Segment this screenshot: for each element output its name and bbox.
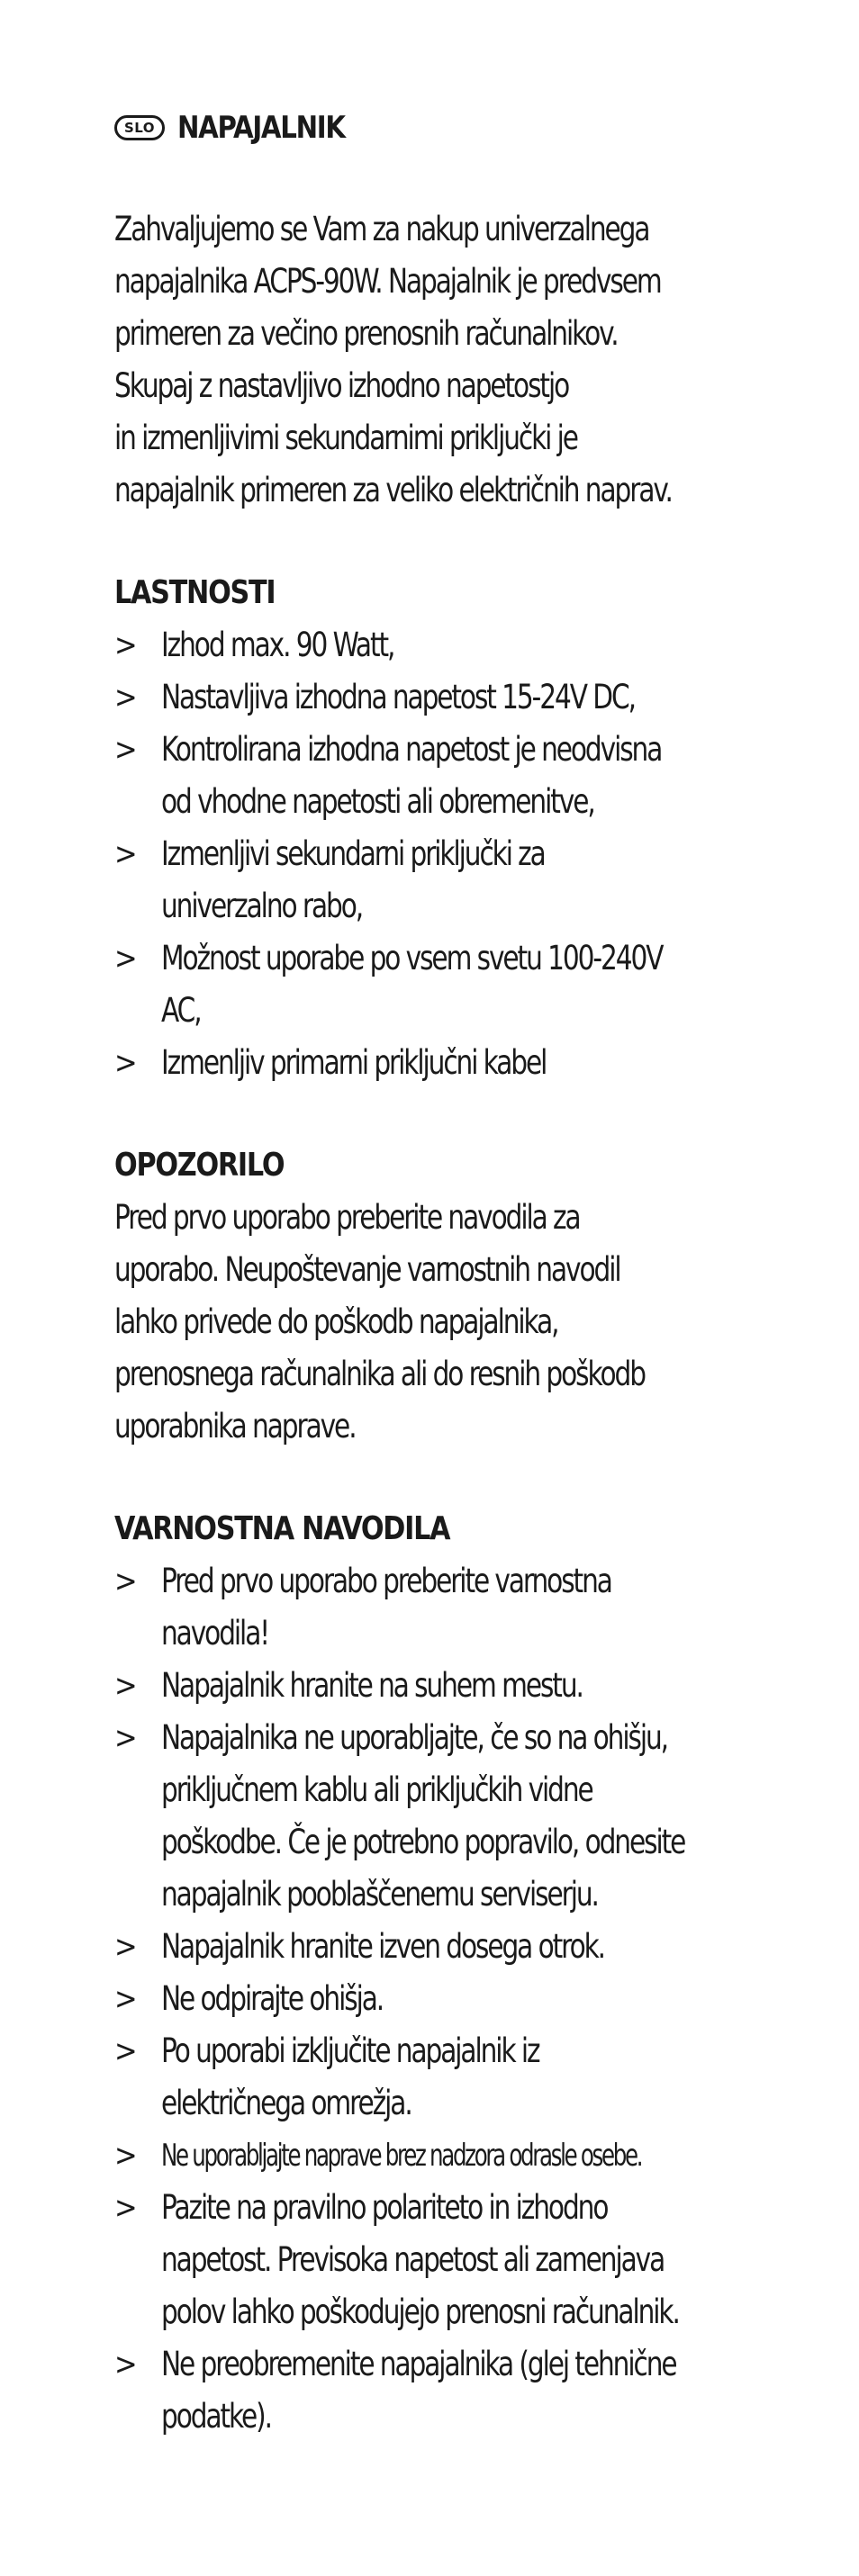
manual-page xyxy=(114,101,781,2443)
list-item-text: Po uporabi izključite napajalnik iz xyxy=(161,2031,539,2070)
bullet-marker: > xyxy=(114,627,138,663)
list-item-text: Napajalnik hranite na suhem mestu. xyxy=(161,1666,583,1705)
warning-line: prenosnega računalnika ali do resnih poškodb xyxy=(114,1355,645,1393)
list-item-text: polov lahko poškodujejo prenosni računalnik. xyxy=(161,2292,679,2331)
warning-line: Pred prvo uporabo preberite navodila za xyxy=(114,1198,580,1237)
list-item-text: navodila! xyxy=(161,1614,269,1653)
bullet-marker: > xyxy=(114,732,138,768)
list-item-text: Pazite na pravilno polariteto in izhodno xyxy=(161,2188,608,2227)
list-item xyxy=(114,1921,781,1973)
intro-line: Skupaj z nastavljivo izhodno napetostjo xyxy=(114,366,569,405)
list-item xyxy=(114,2182,781,2338)
intro-paragraph xyxy=(114,203,781,517)
list-item-text: Izhod max. 90 Watt, xyxy=(161,626,394,664)
list-item-text: Izmenljivi sekundarni priključki za xyxy=(161,834,545,873)
list-item-text: Možnost uporabe po vsem svetu 100-240V xyxy=(161,939,663,977)
list-item-text: Pred prvo uporabo preberite varnostna xyxy=(161,1562,611,1600)
bullet-marker: > xyxy=(114,941,138,977)
list-item xyxy=(114,1555,781,1660)
warning-line: uporabo. Neupoštevanje varnostnih navodil xyxy=(114,1250,620,1289)
bullet-marker: > xyxy=(114,2138,138,2174)
intro-line: napajalnika ACPS-90W. Napajalnik je predvsem xyxy=(114,262,661,301)
features-heading: LASTNOSTI xyxy=(114,574,276,611)
list-item-text: Ne preobremenite napajalnika (glej tehnične xyxy=(161,2345,676,2383)
list-item xyxy=(114,2338,781,2443)
safety-heading: VARNOSTNA NAVODILA xyxy=(114,1510,450,1547)
bullet-marker: > xyxy=(114,1668,138,1704)
bullet-marker: > xyxy=(114,1981,138,2017)
list-item-text: Nastavljiva izhodna napetost 15-24V DC, xyxy=(161,678,635,716)
list-item-text: Ne odpirajte ohišja. xyxy=(161,1979,384,2018)
intro-line: in izmenljivimi sekundarnimi priključki je xyxy=(114,419,577,457)
list-item xyxy=(114,932,781,1037)
list-item-text: napajalnik pooblaščenemu serviserju. xyxy=(161,1875,598,1914)
list-item-text: podatke). xyxy=(161,2397,271,2436)
list-item-text: Ne uporabljajte naprave brez nadzora odrasle osebe. xyxy=(161,2138,642,2174)
list-item xyxy=(114,2130,781,2182)
list-item xyxy=(114,1037,781,1089)
intro-line: Zahvaljujemo se Vam za nakup univerzalnega xyxy=(114,210,649,248)
list-item-text: Izmenljiv primarni priključni kabel xyxy=(161,1043,547,1082)
bullet-marker: > xyxy=(114,2033,138,2069)
bullet-marker: > xyxy=(114,1045,138,1081)
list-item-text: Napajalnik hranite izven dosega otrok. xyxy=(161,1927,604,1966)
safety-section xyxy=(114,1503,781,2443)
list-item xyxy=(114,828,781,932)
bullet-marker: > xyxy=(114,836,138,872)
intro-line: primeren za večino prenosnih računalnikov. xyxy=(114,314,618,353)
bullet-marker: > xyxy=(114,2190,138,2226)
warning-line: uporabnika naprave. xyxy=(114,1407,356,1446)
list-item-text: električnega omrežja. xyxy=(161,2084,411,2122)
list-item-text: poškodbe. Če je potrebno popravilo, odnesite xyxy=(161,1823,685,1861)
title-row xyxy=(114,101,781,155)
bullet-marker: > xyxy=(114,1563,138,1599)
warning-heading: OPOZORILO xyxy=(114,1147,285,1184)
list-item xyxy=(114,671,781,724)
warning-section xyxy=(114,1139,781,1453)
warning-line: lahko privede do poškodb napajalnika, xyxy=(114,1302,558,1341)
bullet-marker: > xyxy=(114,1720,138,1756)
list-item xyxy=(114,1712,781,1921)
list-item-text: Napajalnika ne uporabljajte, če so na ohišju, xyxy=(161,1718,667,1757)
list-item xyxy=(114,1660,781,1712)
page-title: NAPAJALNIK xyxy=(177,110,345,146)
features-section xyxy=(114,567,781,1089)
list-item-text: priključnem kablu ali priključkih vidne xyxy=(161,1770,592,1809)
list-item-text: od vhodne napetosti ali obremenitve, xyxy=(161,782,594,821)
bullet-marker: > xyxy=(114,2346,138,2382)
list-item xyxy=(114,724,781,828)
list-item-text: univerzalno rabo, xyxy=(161,887,363,925)
list-item xyxy=(114,619,781,671)
list-item xyxy=(114,2025,781,2130)
list-item xyxy=(114,1973,781,2025)
list-item-text: napetost. Previsoka napetost ali zamenjava xyxy=(161,2240,665,2279)
language-badge: SLO xyxy=(114,115,165,140)
list-item-text: Kontrolirana izhodna napetost je neodvisna xyxy=(161,730,662,769)
list-item-text: AC, xyxy=(161,991,201,1030)
intro-line: napajalnik primeren za veliko električnih naprav. xyxy=(114,471,672,509)
bullet-marker: > xyxy=(114,1929,138,1965)
bullet-marker: > xyxy=(114,680,138,716)
